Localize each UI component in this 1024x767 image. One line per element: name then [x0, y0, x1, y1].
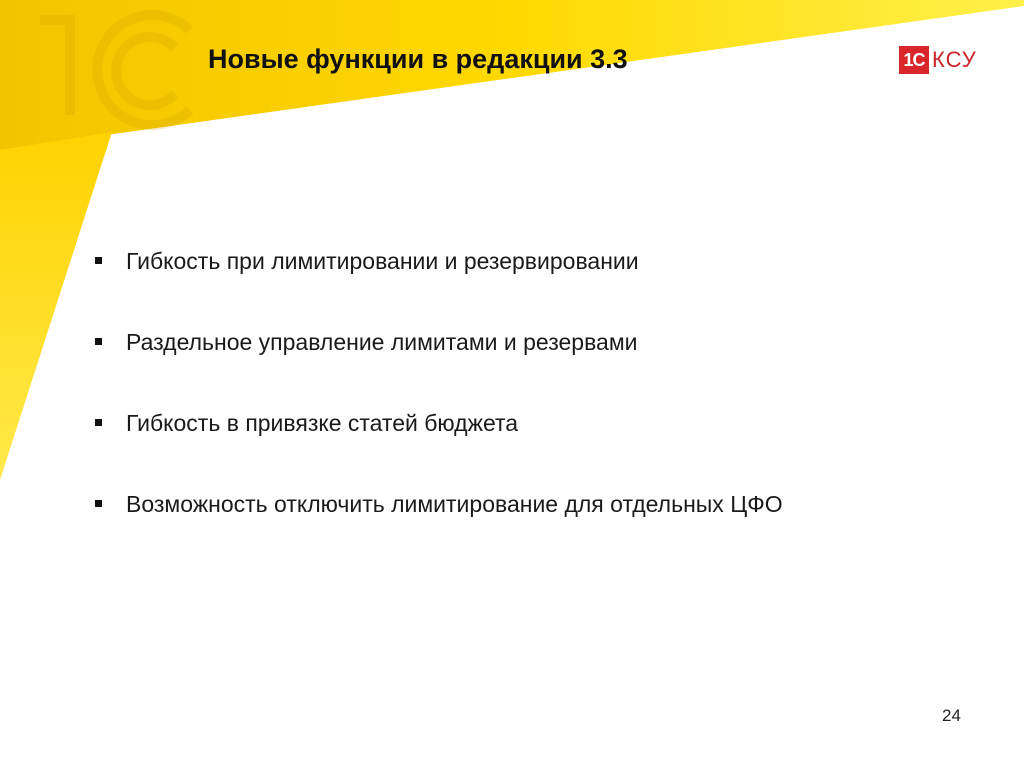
bullet-text: Раздельное управление лимитами и резервами	[126, 329, 638, 355]
bullet-icon	[95, 500, 102, 507]
slide-title: Новые функции в редакции 3.3	[208, 44, 628, 74]
bullet-list	[90, 240, 783, 525]
list-item	[90, 402, 783, 444]
company-logo	[899, 46, 985, 74]
bullet-icon	[95, 338, 102, 345]
bullet-text: Гибкость в привязке статей бюджета	[126, 410, 519, 436]
list-item	[90, 483, 783, 525]
bullet-icon	[95, 257, 102, 264]
bullet-text: Гибкость при лимитировании и резервировании	[126, 248, 639, 274]
bullet-icon	[95, 419, 102, 426]
list-item	[90, 321, 783, 363]
bullet-text: Возможность отключить лимитирование для отдельных ЦФО	[126, 491, 783, 517]
list-item	[90, 240, 783, 282]
logo-text: КСУ	[932, 47, 977, 72]
page-number: 24	[942, 706, 961, 725]
logo-mark: 1С	[899, 46, 929, 74]
